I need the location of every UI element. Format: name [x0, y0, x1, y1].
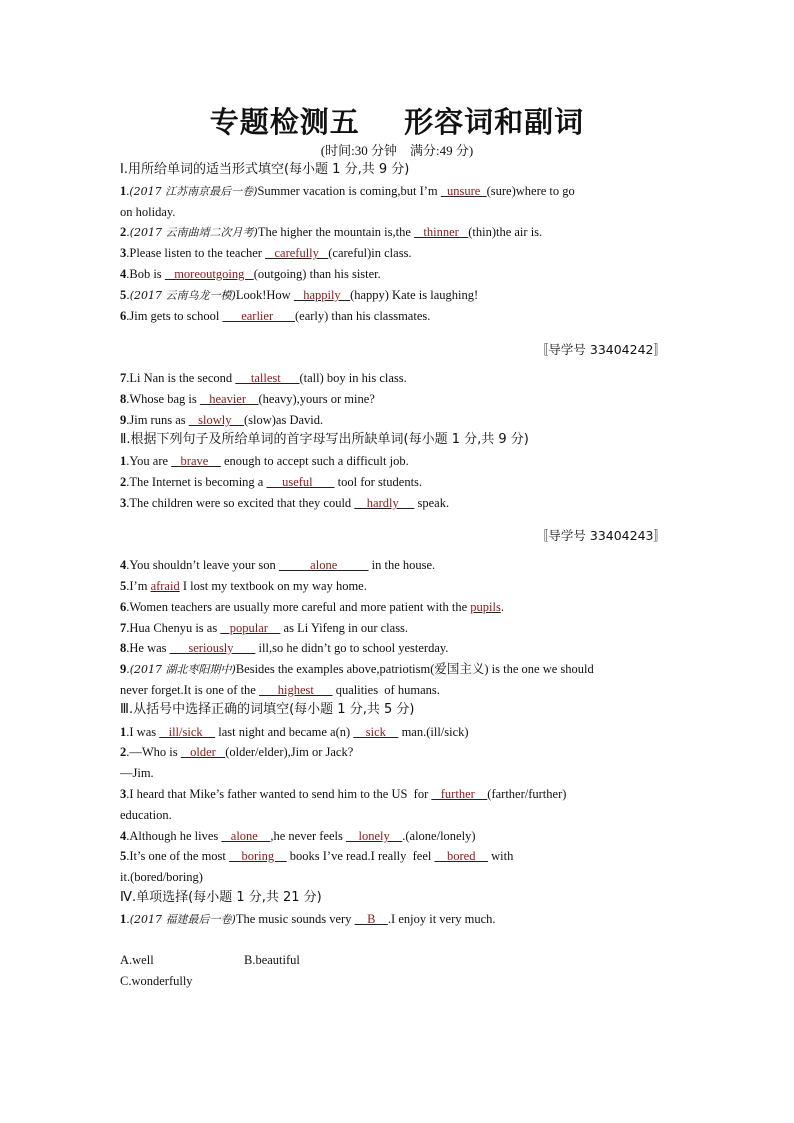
option-c: C.wonderfully [120, 974, 193, 988]
question-number: 9 [120, 662, 127, 676]
question-text: with [487, 849, 514, 863]
question-text: ,he never feels [270, 829, 346, 843]
question-text: enough to accept such a difficult job. [220, 454, 409, 468]
question-number: 5 [120, 579, 127, 593]
question-text: .Women teachers are usually more careful and more patient with the [126, 600, 471, 614]
question-number: 1 [120, 454, 127, 468]
answer-blank: moreoutgoing [164, 267, 254, 281]
p3-question-3 [120, 786, 566, 802]
answer-blank: popular [220, 621, 281, 635]
option-b: B.beautiful [244, 953, 300, 967]
p2-question-9 [120, 661, 594, 678]
answer-blank: heavier [199, 392, 259, 406]
p1-question-7 [120, 370, 407, 386]
question-number: 3 [120, 246, 127, 260]
question-text: (tall) boy in his class. [299, 371, 407, 385]
question-text: (thin)the air is. [468, 225, 543, 239]
question-number: 8 [120, 641, 127, 655]
question-text: as Li Yifeng in our class. [280, 621, 409, 635]
section-3-heading: Ⅲ.从括号中选择正确的词填空(每小题 1 分,共 5 分) [120, 702, 415, 717]
question-text: .Although he lives [126, 829, 222, 843]
answer-blank: alone [221, 829, 271, 843]
p1-question-3 [120, 245, 412, 261]
answer-blank: seriously [169, 641, 256, 655]
question-text: .Li Nan is the second [126, 371, 236, 385]
question-text: never forget.It is one of the [120, 683, 259, 697]
p3-question-5-continued: it.(bored/boring) [120, 870, 203, 884]
question-number: 6 [120, 600, 127, 614]
answer-blank: further [431, 787, 488, 801]
question-number: 7 [120, 621, 127, 635]
question-source: (2017 江苏南京最后一卷) [129, 185, 258, 198]
answer-blank: alone [278, 558, 369, 572]
reference-number: 〚导学号 33404243〛 [535, 528, 666, 543]
page-title: 专题检测五 形容词和副词 [209, 105, 585, 139]
question-number: 4 [120, 829, 127, 843]
p1-question-5 [120, 287, 478, 304]
answer-blank: slowly [188, 413, 244, 427]
question-number: 5 [120, 288, 127, 302]
option-a: A.well [120, 953, 154, 967]
answer-blank: older [180, 745, 226, 759]
question-text: in the house. [368, 558, 436, 572]
question-text: Look!How [235, 288, 294, 302]
answer-blank: happily [293, 288, 351, 302]
question-text: ill,so he didn’t go to school yesterday. [255, 641, 449, 655]
reference-number: 〚导学号 33404242〛 [535, 342, 666, 357]
answer-blank: earlier [222, 309, 295, 323]
question-text: last night and became a(n) [215, 725, 354, 739]
question-number: 4 [120, 267, 127, 281]
p1-question-2 [120, 224, 542, 241]
question-text: (happy) Kate is laughing! [350, 288, 479, 302]
question-text: .Please listen to the teacher [126, 246, 266, 260]
p2-question-1 [120, 453, 409, 469]
section-2-heading: Ⅱ.根据下列句子及所给单词的首字母写出所缺单词(每小题 1 分,共 9 分) [120, 432, 529, 447]
p2-question-5 [120, 578, 367, 594]
p3-question-1 [120, 724, 469, 740]
question-text: .Hua Chenyu is as [126, 621, 221, 635]
answer-blank: ill/sick [159, 725, 216, 739]
answer-blank: bored [434, 849, 488, 863]
question-number: 2 [120, 225, 127, 239]
p1-question-4 [120, 266, 381, 282]
question-text: .(alone/lonely) [402, 829, 476, 843]
question-text: man.(ill/sick) [398, 725, 469, 739]
p3-question-5 [120, 848, 513, 864]
p1-question-1-continued: on holiday. [120, 205, 176, 219]
p3-question-4 [120, 828, 476, 844]
question-number: 6 [120, 309, 127, 323]
question-text: (older/elder),Jim or Jack? [225, 745, 354, 759]
answer-blank: highest [258, 683, 333, 697]
question-text: (sure)where to go [486, 184, 575, 198]
answer-blank: thinner [414, 225, 469, 239]
question-text: books I’ve read.I really feel [286, 849, 435, 863]
question-text: .I was [126, 725, 160, 739]
question-text: (heavy),yours or mine? [258, 392, 375, 406]
answer-blank: pupils [470, 600, 501, 614]
question-number: 1 [120, 912, 127, 926]
question-text: . [500, 600, 504, 614]
answer-blank: useful [266, 475, 335, 489]
section-4-heading: Ⅳ.单项选择(每小题 1 分,共 21 分) [120, 890, 322, 905]
question-source: .(2017 云南曲靖二次月考) [126, 226, 258, 239]
question-text: .It’s one of the most [126, 849, 230, 863]
p1-question-8 [120, 391, 375, 407]
p4-question-1 [120, 911, 496, 928]
question-text: .I’m [126, 579, 151, 593]
answer-blank: boring [229, 849, 287, 863]
question-text: .Whose bag is [126, 392, 200, 406]
p2-question-8 [120, 640, 448, 656]
question-number: 1 [120, 184, 127, 198]
question-text: tool for students. [334, 475, 423, 489]
question-text: .He was [126, 641, 170, 655]
answer-blank: tallest [235, 371, 300, 385]
p2-question-2 [120, 474, 422, 490]
question-source: .(2017 福建最后一卷) [126, 913, 236, 926]
answer-blank: brave [171, 454, 221, 468]
question-text: qualities of humans. [332, 683, 440, 697]
question-source: .(2017 云南乌龙一模) [126, 289, 236, 302]
page-subtitle: (时间:30 分钟 满分:49 分) [320, 143, 474, 158]
question-text: .Bob is [126, 267, 165, 281]
answer-blank: afraid [150, 579, 180, 593]
p3-question-3-continued: education. [120, 808, 172, 822]
question-text: .You shouldn’t leave your son [126, 558, 279, 572]
question-text: .The children were so excited that they could [126, 496, 355, 510]
question-source: .(2017 湖北枣阳期中) [126, 663, 236, 676]
question-text: .I enjoy it very much. [387, 912, 496, 926]
answer-blank: B [354, 912, 388, 926]
question-text: Summer vacation is coming,but I’m [257, 184, 441, 198]
p2-question-9-continued [120, 682, 440, 698]
question-text: (slow)as David. [243, 413, 324, 427]
p1-question-9 [120, 412, 323, 428]
p3-question-2-continued: —Jim. [120, 766, 154, 780]
p1-question-1: 1.(2017 江苏南京最后一卷)Summer vacation is coming,but I’m unsure (sure)where to go [120, 184, 575, 198]
question-number: 4 [120, 558, 127, 572]
question-number: 3 [120, 787, 127, 801]
p2-question-4 [120, 557, 435, 573]
question-number: 2 [120, 475, 127, 489]
p1-question-6 [120, 308, 430, 324]
question-text: (outgoing) than his sister. [253, 267, 381, 281]
question-text: The higher the mountain is,the [257, 225, 415, 239]
question-number: 5 [120, 849, 127, 863]
answer-blank: carefully [265, 246, 329, 260]
question-text: (farther/further) [487, 787, 567, 801]
answer-blank: unsure [440, 184, 487, 198]
question-text: .Jim runs as [126, 413, 189, 427]
question-text: .The Internet is becoming a [126, 475, 267, 489]
p2-question-6 [120, 599, 504, 615]
answer-blank: sick [353, 725, 399, 739]
question-text: (careful)in class. [328, 246, 412, 260]
p2-question-3 [120, 495, 449, 511]
p2-question-7 [120, 620, 408, 636]
p3-question-2 [120, 744, 353, 760]
answer-blank: hardly [354, 496, 415, 510]
question-text: .You are [126, 454, 172, 468]
question-text: The music sounds very [235, 912, 355, 926]
section-1-heading: Ⅰ.用所给单词的适当形式填空(每小题 1 分,共 9 分) [120, 162, 410, 177]
question-text: .—Who is [126, 745, 181, 759]
question-number: 9 [120, 413, 127, 427]
answer-blank: lonely [346, 829, 403, 843]
question-text: .Jim gets to school [126, 309, 223, 323]
question-text: (early) than his classmates. [294, 309, 431, 323]
question-text: I lost my textbook on my way home. [179, 579, 367, 593]
question-text: Besides the examples above,patriotism(爱国主义) is the one we should [235, 662, 594, 676]
question-number: 2 [120, 745, 127, 759]
question-number: 1 [120, 725, 127, 739]
question-text: .I heard that Mike’s father wanted to send him to the US for [126, 787, 432, 801]
question-number: 7 [120, 371, 127, 385]
question-number: 3 [120, 496, 127, 510]
question-number: 8 [120, 392, 127, 406]
question-text: speak. [414, 496, 450, 510]
